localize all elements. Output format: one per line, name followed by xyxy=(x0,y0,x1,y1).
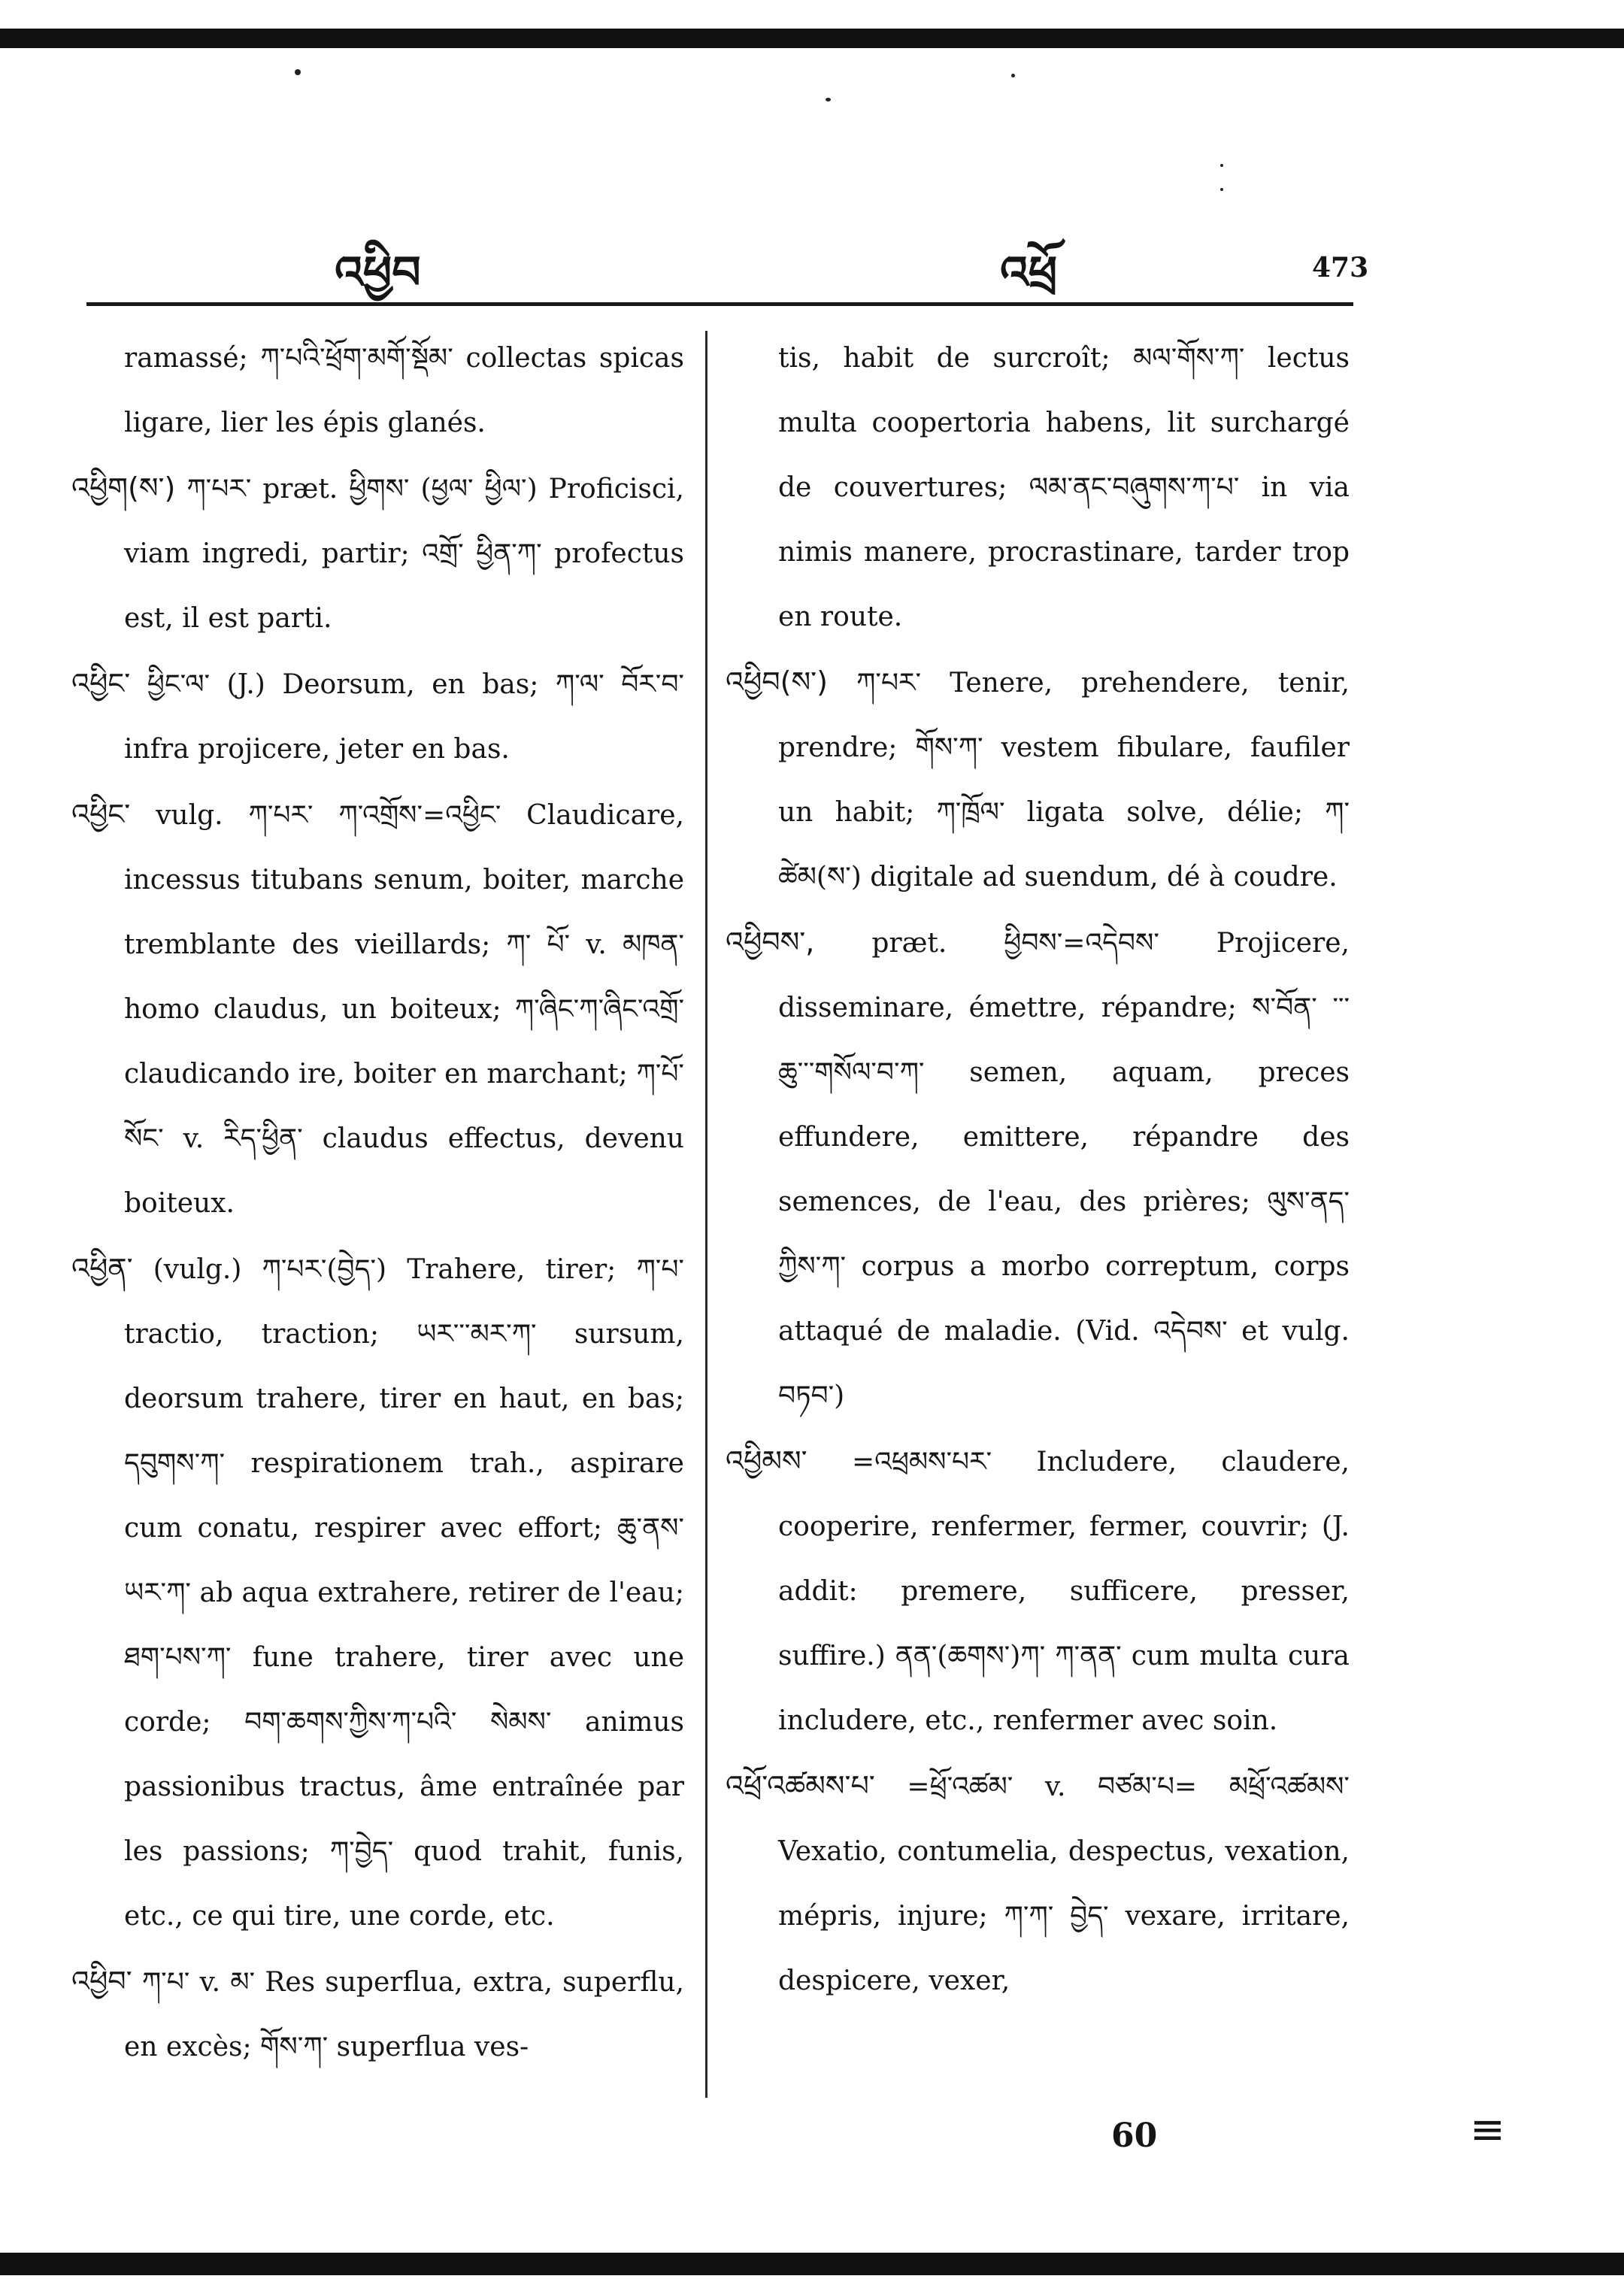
dictionary-entry xyxy=(71,782,684,1236)
entry-headword: འཕྲོ་འཚམས་པ་ xyxy=(726,1769,875,1802)
entry-definition: præt. ཕྱིབས་=འདེབས་ Projicere, disseminare, émettre, répandre; ས་བོན་ ་་་ཆུ་་་གསོལ་བ་ཀ་ semen, aquam, preces effundere, emittere, répandre des semences, de l'eau, des prières; ལུས་ནད་ ཀྱིས་ཀ་ corpus a morbo correptum, corps attaqué de maladie. (Vid. འདེབས་ et vulg. བཏབ་) xyxy=(778,928,1350,1411)
print-speck xyxy=(1220,188,1223,191)
dictionary-entry xyxy=(726,325,1350,650)
print-speck xyxy=(1220,164,1223,167)
dictionary-entry xyxy=(71,1949,684,2080)
dictionary-entry xyxy=(71,1236,684,1949)
right-column xyxy=(726,325,1350,2014)
entry-headword: འཕྱིག(ས་) xyxy=(71,471,176,505)
page-number: 473 xyxy=(1312,252,1369,283)
entry-definition: ཕྱིང་ལ་ (J.) Deorsum, en bas; ཀ་ལ་ བོར་བ་ infra projicere, jeter en bas. xyxy=(124,669,684,765)
corner-mark-icon: ≡ xyxy=(1470,2105,1505,2154)
left-running-headword: འཕྱིབ xyxy=(335,247,421,299)
entry-definition: ramassé; ཀ་པའི་ཕྲོག་མགོ་སྡོམ་ collectas spicas ligare, lier les épis glanés. xyxy=(124,343,684,438)
dictionary-entry xyxy=(726,910,1350,1429)
dictionary-entry xyxy=(71,325,684,456)
entry-definition: (vulg.) ཀ་པར་(བྱེད་) Trahere, tirer; ཀ་པ་ tractio, traction; ཡར་་་མར་ཀ་ sursum, deorsum trahere, tirer en haut, en bas; དབུགས་ཀ་ respirationem trah., aspirare cum conatu, respirer avec effort; ཆུ་ནས་ཡར་ཀ་ ab aqua extrahere, retirer de l'eau; ཐག་པས་ཀ་ fune trahere, tirer avec une corde; བག་ཆགས་ཀྱིས་ཀ་པའི་ སེམས་ animus passionibus tractus, âme entraînée par les passions; ཀ་བྱེད་ quod trahit, funis, etc., ce qui tire, une corde, etc. xyxy=(124,1254,684,1932)
entry-definition: ཀ་པ་ v. མ་ Res superflua, extra, superflu, en excès; གོས་ཀ་ superflua ves- xyxy=(124,1967,684,2062)
top-border-bar xyxy=(0,29,1624,48)
entry-headword: འཕྱིབ་ xyxy=(71,1965,132,1998)
entry-definition: ཀ་པར་ præt. ཕྱིགས་ (ཕྱལ་ ཕྱིལ་) Proficisci, viam ingredi, partir; འགྲོ་ ཕྱིན་ཀ་ profectus est, il est parti. xyxy=(124,474,684,634)
dictionary-entry xyxy=(726,650,1350,910)
entry-headword: འཕྱིབས་, xyxy=(726,926,815,959)
signature-number: 60 xyxy=(1111,2117,1158,2155)
print-speck xyxy=(826,98,831,102)
header-rule xyxy=(86,302,1353,306)
entry-definition: =འཕྲམས་པར་ Includere, claudere, cooperire, renfermer, fermer, couvrir; (J. addit: premere, sufficere, presser, suffire.) ནན་(ཆགས་)ཀ་ ཀ་ནན་ cum multa cura includere, etc., renfermer avec soin. xyxy=(778,1447,1350,1736)
entry-headword: འཕྱིང་ xyxy=(71,798,131,831)
print-speck xyxy=(1011,74,1015,77)
dictionary-entry xyxy=(71,651,684,782)
entry-headword: འཕྱིམས་ xyxy=(726,1444,807,1477)
entry-headword: འཕྱིང་ xyxy=(71,667,131,700)
entry-definition: vulg. ཀ་པར་ ཀ་འགྲོས་=འཕྱིང་ Claudicare, incessus titubans senum, boiter, marche tremblante des vieillards; ཀ་ པོ་ v. མཁན་ homo claudus, un boiteux; ཀ་ཞིང་ཀ་ཞིང་འགྲོ་ claudicando ire, boiter en marchant; ཀ་པོ་སོང་ v. རིད་ཕྱིན་ claudus effectus, devenu boiteux. xyxy=(124,800,684,1219)
dictionary-entry xyxy=(726,1429,1350,1753)
entry-definition: tis, habit de surcroît; མལ་གོས་ཀ་ lectus multa coopertoria habens, lit surchargé de couvertures; ལམ་ནང་བཞུགས་ཀ་པ་ in via nimis manere, procrastinare, tarder trop en route. xyxy=(778,343,1350,632)
dictionary-entry xyxy=(726,1753,1350,2014)
entry-definition: =ཕྲོ་འཚམ་ v. བཙམ་པ= མཕྲོ་འཚམས་ Vexatio, contumelia, despectus, vexation, mépris, injure; ཀ་ཀ་ བྱེད་ vexare, irritare, despicere, vexer, xyxy=(778,1771,1350,1996)
column-divider xyxy=(705,331,707,2098)
entry-definition: ཀ་པར་ Tenere, prehendere, tenir, prendre; གོས་ཀ་ vestem fibulare, faufiler un habit; ཀ་ཁྲོལ་ ligata solve, délie; ཀ་ཚེམ(ས་) digitale ad suendum, dé à coudre. xyxy=(778,668,1350,892)
right-running-headword: འཕྲོ xyxy=(1000,247,1058,299)
dictionary-entry xyxy=(71,456,684,651)
print-speck xyxy=(295,69,301,75)
bottom-border-bar xyxy=(0,2253,1624,2275)
entry-headword: འཕྱིན་ xyxy=(71,1252,133,1285)
left-column xyxy=(71,325,684,2080)
entry-headword: འཕྱིབ(ས་) xyxy=(726,665,828,699)
top-border-tail xyxy=(1564,33,1624,47)
